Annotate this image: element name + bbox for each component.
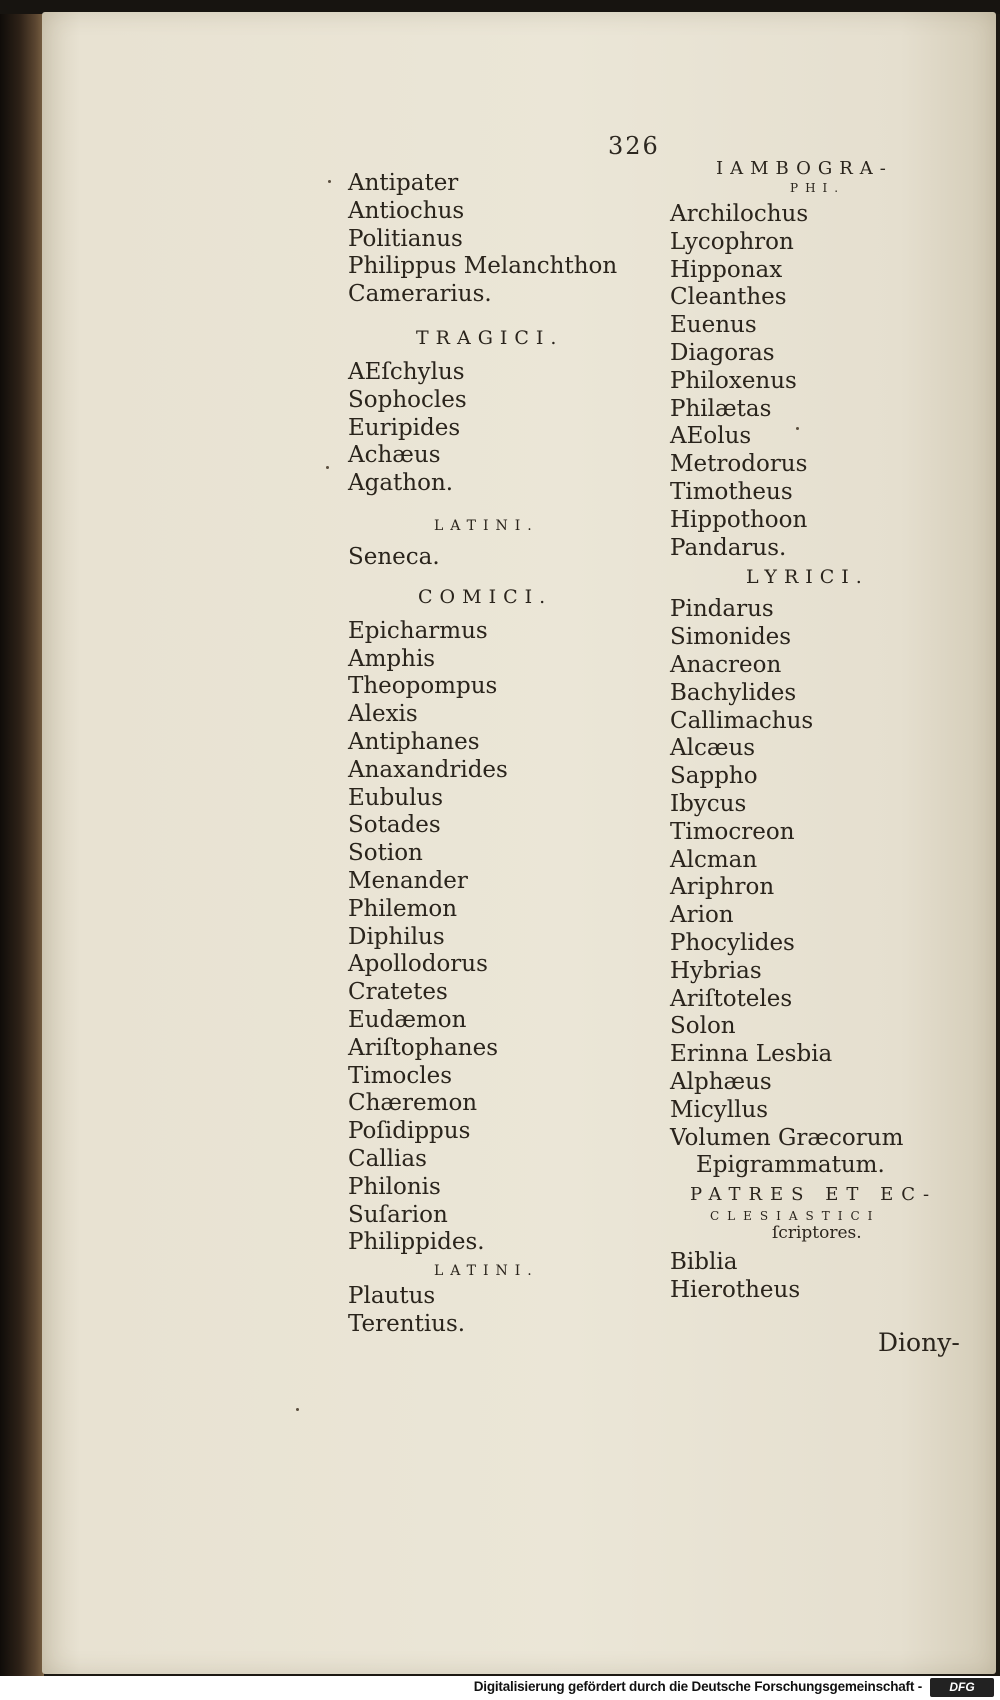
section-heading-patres-cont: CLESIASTICI [710,1209,881,1224]
list-item: Erinna Lesbia [670,1041,833,1068]
section-heading-lyrici: LYRICI. [746,566,869,589]
list-item: Eudæmon [348,1006,467,1033]
list-item: Simonides [670,624,792,651]
list-item: Amphis [348,645,436,672]
list-item: Solon [670,1013,736,1040]
list-item: Chæremon [348,1090,478,1117]
list-item: Biblia [670,1249,738,1276]
list-item: AEſchylus [348,358,465,385]
list-item: Callias [348,1145,427,1172]
list-item: Terentius. [348,1310,466,1337]
book-spine [0,14,44,1676]
list-item: Volumen Græcorum [670,1124,904,1151]
list-item: Diagoras [670,339,775,366]
list-item: Seneca. [348,543,440,570]
section-heading-latini: LATINI. [434,517,539,534]
dfg-logo-icon: DFG [930,1678,994,1697]
list-item: AEolus [670,423,752,450]
list-item: Bachylides [670,679,797,706]
list-item: Timocreon [670,818,795,845]
list-item: Epicharmus [348,617,488,644]
list-item: Philætas [670,395,772,422]
left-column [348,170,648,1339]
list-item: Antiphanes [348,728,480,755]
speck [326,466,329,469]
list-item: Philemon [348,895,458,922]
list-item: Cratetes [348,979,448,1006]
speck [296,1408,299,1411]
list-item: Politianus [348,225,463,252]
list-item: Ariſtophanes [348,1034,499,1061]
list-item: Apollodorus [348,951,488,978]
section-heading-tragici: TRAGICI. [416,326,564,349]
list-item: Cleanthes [670,284,787,311]
right-column [670,158,970,1305]
list-item: Anaxandrides [348,756,508,783]
catchword: Diony- [878,1328,960,1357]
list-item: Eubulus [348,784,444,811]
list-item: Timocles [348,1062,453,1089]
list-item: Alcman [670,846,758,873]
list-item: Theopompus [348,673,498,700]
list-item: Antiochus [348,197,465,224]
list-item: Timotheus [670,478,793,505]
list-item: Plautus [348,1283,436,1310]
list-item: Ariphron [670,874,775,901]
footer-credit: Digitalisierung gefördert durch die Deutsche Forschungsgemeinschaft - [473,1679,922,1694]
footer-bar [0,1676,1000,1700]
list-item: Euripides [348,414,461,441]
list-item: Pandarus. [670,534,787,561]
list-item: Callimachus [670,707,814,734]
list-item: Ibycus [670,790,747,817]
list-item: Antipater [348,170,459,196]
list-item: Sappho [670,763,758,790]
section-heading-iambographi: IAMBOGRA- [716,158,893,179]
list-item: Alphæus [670,1068,772,1095]
list-item: Hybrias [670,957,762,984]
list-item: Philippides. [348,1229,485,1256]
list-item: Poſidippus [348,1118,471,1145]
page-number: 326 [608,132,660,160]
list-item: Menander [348,867,468,894]
list-item: Philonis [348,1173,441,1200]
list-item: Achæus [348,442,441,469]
speck [796,427,799,430]
list-item: Arion [670,902,734,929]
list-item: Philoxenus [670,367,797,394]
list-item: Hippothoon [670,506,808,533]
list-item: Alexis [348,701,418,728]
section-heading-comici: COMICI. [418,585,553,608]
list-item: Micyllus [670,1096,769,1123]
list-item: Suſarion [348,1201,448,1228]
list-item: Alcæus [670,735,756,762]
list-item: Hipponax [670,256,783,283]
list-item: Pindarus [670,596,774,623]
list-item: Hierotheus [670,1276,801,1303]
list-item: Sophocles [348,386,467,413]
list-item: Sotades [348,812,441,839]
section-heading-latini-2: LATINI. [434,1263,539,1280]
section-heading-iambographi-cont: PHI. [790,181,846,195]
list-item: Archilochus [670,201,809,227]
list-item: Euenus [670,312,757,339]
list-item: Camerarius. [348,281,492,308]
list-item: Agathon. [348,470,454,497]
section-heading-patres-sub: ſcriptores. [772,1223,862,1244]
list-item-continuation: Epigrammatum. [696,1152,885,1179]
list-item: Phocylides [670,929,795,956]
list-item: Sotion [348,840,423,867]
list-item: Diphilus [348,923,445,950]
list-item: Lycophron [670,228,794,255]
list-item: Ariſtoteles [670,985,793,1012]
section-heading-patres: PATRES ET EC- [690,1184,938,1206]
list-item: Metrodorus [670,451,808,478]
list-item: Philippus Melanchthon [348,253,618,280]
speck [328,180,331,183]
list-item: Anacreon [670,651,782,678]
